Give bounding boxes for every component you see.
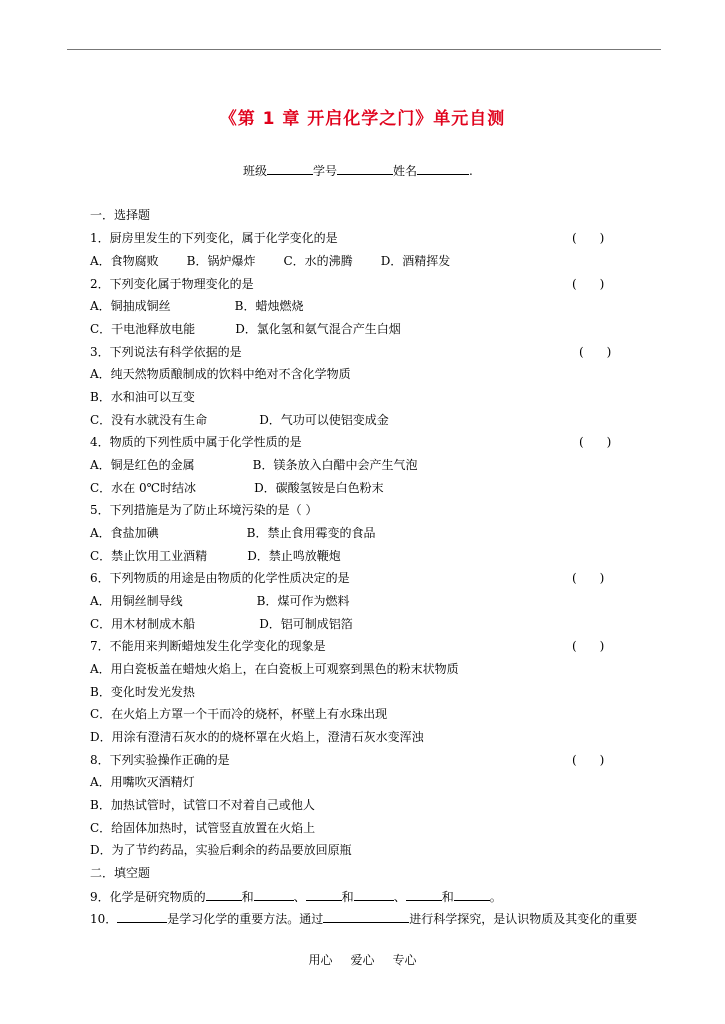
question-7-option-c[interactable]: C．在火焰上方罩一个干而冷的烧杯，杯壁上有水珠出现 [90,707,388,721]
question-1-options [90,253,450,269]
question-4-options-row-2 [90,480,384,496]
question-9-blank-5[interactable] [406,888,442,901]
page-title: 《第 1 章 开启化学之门》单元自测 [219,109,506,129]
number-blank[interactable] [337,162,393,175]
question-1-option-c[interactable]: C．水的沸腾 [283,254,353,268]
question-7-option-a[interactable]: A．用白瓷板盖在蜡烛火焰上，在白瓷板上可观察到黑色的粉末状物质 [90,662,459,676]
question-7-answer[interactable]: ( ) [572,639,605,653]
question-8-option-c[interactable]: C．给固体加热时，试管竖直放置在火焰上 [90,821,316,835]
question-9-and-3: 和 [441,890,454,904]
question-7-option-d[interactable]: D．用涂有澄清石灰水的的烧杯罩在火焰上，澄清石灰水变浑浊 [90,730,424,744]
question-5-option-d[interactable]: D．禁止鸣放鞭炮 [247,549,341,563]
question-8-option-a[interactable]: A．用嘴吹灭酒精灯 [90,775,195,789]
question-1-stem: 1．厨房里发生的下列变化，属于化学变化的是 [90,231,338,245]
question-3-option-b[interactable]: B．水和油可以互变 [90,390,195,404]
question-6-option-b[interactable]: B．煤可作为燃料 [256,594,350,608]
section-fill-heading: 二．填空题 [90,866,151,880]
question-10-text-1: 是学习化学的重要方法。通过 [167,912,324,926]
question-4-answer[interactable]: ( ) [579,435,612,449]
class-label: 班级 [243,164,268,178]
header-rule [67,49,661,50]
question-4-option-c[interactable]: C．水在 0℃时结冰 [90,481,197,495]
question-9 [90,888,502,905]
question-2-stem: 2．下列变化属于物理变化的是 [90,277,254,291]
question-3-stem: 3．下列说法有科学依据的是 [90,345,242,359]
question-8-option-d[interactable]: D．为了节约药品，实验后剩余的药品要放回原瓶 [90,843,352,857]
question-9-and-1: 和 [241,890,254,904]
question-7-stem: 7．不能用来判断蜡烛发生化学变化的现象是 [90,639,326,653]
question-6-option-d[interactable]: D．铝可制成铝箔 [259,617,353,631]
question-9-blank-3[interactable] [306,888,342,901]
question-4-options-row-1 [90,457,418,473]
question-3-option-d[interactable]: D．气功可以使铝变成金 [259,413,389,427]
question-5-option-a[interactable]: A．食盐加碘 [90,526,159,540]
question-9-sep-2: 、 [393,890,406,904]
name-blank[interactable] [417,162,469,175]
question-5-options-row-2 [90,548,341,564]
question-4-option-a[interactable]: A．铜是红色的金属 [90,458,195,472]
question-2-option-a[interactable]: A．铜抽成铜丝 [90,299,171,313]
question-1-option-d[interactable]: D．酒精挥发 [380,254,451,268]
trailing-dot: . [469,164,473,178]
question-10-num: 10． [90,912,118,926]
question-8-option-b[interactable]: B．加热试管时，试管口不对着自己或他人 [90,798,315,812]
footer-word-1: 用心 [308,953,333,967]
question-4-stem: 4．物质的下列性质中属于化学性质的是 [90,435,302,449]
question-4-option-b[interactable]: B．镁条放入白醋中会产生气泡 [252,458,418,472]
question-2-options-row-2 [90,321,401,337]
question-6-option-c[interactable]: C．用木材制成木船 [90,617,196,631]
question-6-options-row-1 [90,593,350,609]
question-8-stem: 8．下列实验操作正确的是 [90,753,230,767]
question-2-options-row-1 [90,298,304,314]
question-5-option-c[interactable]: C．禁止饮用工业酒精 [90,549,208,563]
question-10-blank-2[interactable] [323,910,409,923]
question-3-answer[interactable]: ( ) [579,345,612,359]
question-9-and-2: 和 [341,890,354,904]
question-6-answer[interactable]: ( ) [572,571,605,585]
question-9-blank-2[interactable] [254,888,294,901]
student-info-line [243,162,473,179]
question-10-text-2: 进行科学探究，是认识物质及其变化的重要 [409,912,638,926]
question-2-option-c[interactable]: C．干电池释放电能 [90,322,196,336]
question-2-option-d[interactable]: D．氯化氢和氨气混合产生白烟 [235,322,401,336]
number-label: 学号 [313,164,338,178]
question-7-option-b[interactable]: B．变化时发光发热 [90,685,195,699]
question-5-stem: 5．下列措施是为了防止环境污染的是（ ） [90,503,318,517]
question-9-sep-1: 、 [293,890,306,904]
question-9-blank-6[interactable] [454,888,490,901]
question-6-options-row-2 [90,616,353,632]
question-4-option-d[interactable]: D．碳酸氢铵是白色粉末 [254,481,384,495]
question-1-option-a[interactable]: A．食物腐败 [90,254,159,268]
footer-word-2: 爱心 [350,953,375,967]
question-10 [90,910,637,927]
question-1-option-b[interactable]: B．锅炉爆炸 [186,254,256,268]
question-5-option-b[interactable]: B．禁止食用霉变的食品 [246,526,376,540]
question-9-blank-4[interactable] [354,888,394,901]
question-3-option-c[interactable]: C．没有水就没有生命 [90,413,208,427]
question-6-option-a[interactable]: A．用铜丝制导线 [90,594,183,608]
question-3-options-row-3 [90,412,389,428]
question-9-text: 9．化学是研究物质的 [90,890,206,904]
question-1-answer[interactable]: ( ) [572,231,605,245]
section-choice-heading: 一．选择题 [90,208,151,222]
question-9-blank-1[interactable] [206,888,242,901]
footer-word-3: 专心 [392,953,417,967]
page-footer [0,951,725,968]
question-9-end: 。 [489,890,502,904]
name-label: 姓名 [393,164,418,178]
question-3-option-a[interactable]: A．纯天然物质酿制成的饮料中绝对不含化学物质 [90,367,351,381]
question-6-stem: 6．下列物质的用途是由物质的化学性质决定的是 [90,571,350,585]
question-8-answer[interactable]: ( ) [572,753,605,767]
question-2-option-b[interactable]: B．蜡烛燃烧 [234,299,304,313]
question-5-options-row-1 [90,525,376,541]
class-blank[interactable] [267,162,313,175]
question-10-blank-1[interactable] [117,910,167,923]
question-2-answer[interactable]: ( ) [572,277,605,291]
